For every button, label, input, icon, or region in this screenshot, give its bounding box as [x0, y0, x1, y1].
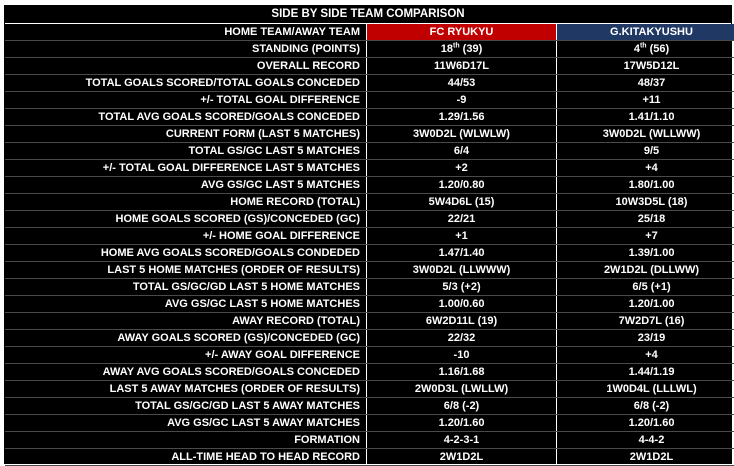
row-label: OVERALL RECORD: [5, 58, 367, 75]
row-label: LAST 5 HOME MATCHES (ORDER OF RESULTS): [5, 262, 367, 279]
row-label: AWAY RECORD (TOTAL): [5, 313, 367, 330]
row-label: HOME AVG GOALS SCORED/GOALS CONDEDED: [5, 245, 367, 262]
away-value: 9/5: [557, 143, 734, 160]
row-label: AWAY GOALS SCORED (GS)/CONCEDED (GC): [5, 330, 367, 347]
table-row: [5, 126, 734, 143]
home-value: +1: [367, 228, 557, 245]
away-value: 2W1D2L: [557, 449, 734, 466]
table-row: [5, 313, 734, 330]
row-label: FORMATION: [5, 432, 367, 449]
away-value: 6/8 (-2): [557, 398, 734, 415]
table-row: [5, 245, 734, 262]
row-label: TOTAL GOALS SCORED/TOTAL GOALS CONCEDED: [5, 75, 367, 92]
away-value: 6/5 (+1): [557, 279, 734, 296]
comparison-table-container: [4, 5, 732, 464]
away-value: 1.20/1.60: [557, 415, 734, 432]
home-value: 2W0D3L (LWLLW): [367, 381, 557, 398]
away-value: 25/18: [557, 211, 734, 228]
table-row: [5, 347, 734, 364]
row-label: +/- TOTAL GOAL DIFFERENCE: [5, 92, 367, 109]
table-row: [5, 194, 734, 211]
home-standing: [367, 41, 557, 58]
away-standing: [557, 41, 734, 58]
table-row: [5, 330, 734, 347]
away-value: +4: [557, 160, 734, 177]
row-label: AWAY AVG GOALS SCORED/GOALS CONCEDED: [5, 364, 367, 381]
row-label: AVG GS/GC LAST 5 MATCHES: [5, 177, 367, 194]
row-label: HOME RECORD (TOTAL): [5, 194, 367, 211]
table-row: [5, 381, 734, 398]
table-row: [5, 364, 734, 381]
row-label: AVG GS/GC LAST 5 HOME MATCHES: [5, 296, 367, 313]
row-label: TOTAL GS/GC/GD LAST 5 HOME MATCHES: [5, 279, 367, 296]
away-standing-points: (56): [647, 43, 670, 55]
row-label: +/- TOTAL GOAL DIFFERENCE LAST 5 MATCHES: [5, 160, 367, 177]
standing-row: [5, 41, 734, 58]
table-row: [5, 160, 734, 177]
home-value: +2: [367, 160, 557, 177]
table-row: [5, 398, 734, 415]
home-team-name: FC RYUKYU: [367, 24, 557, 41]
home-value: 3W0D2L (LLWWW): [367, 262, 557, 279]
away-value: +7: [557, 228, 734, 245]
table-row: [5, 432, 734, 449]
comparison-table: [5, 24, 734, 466]
away-value: 17W5D12L: [557, 58, 734, 75]
away-team-name: G.KITAKYUSHU: [557, 24, 734, 41]
row-label: HOME GOALS SCORED (GS)/CONCEDED (GC): [5, 211, 367, 228]
away-value: 1.39/1.00: [557, 245, 734, 262]
away-value: 1.44/1.19: [557, 364, 734, 381]
header-row: [5, 24, 734, 41]
row-label: TOTAL GS/GC LAST 5 MATCHES: [5, 143, 367, 160]
row-label: STANDING (POINTS): [5, 41, 367, 58]
home-value: 3W0D2L (WLWLW): [367, 126, 557, 143]
row-label: AVG GS/GC LAST 5 AWAY MATCHES: [5, 415, 367, 432]
home-value: 1.00/0.60: [367, 296, 557, 313]
home-value: 1.29/1.56: [367, 109, 557, 126]
home-value: 1.16/1.68: [367, 364, 557, 381]
row-label: +/- HOME GOAL DIFFERENCE: [5, 228, 367, 245]
away-value: 1.20/1.00: [557, 296, 734, 313]
away-value: 7W2D7L (16): [557, 313, 734, 330]
home-value: 6/8 (-2): [367, 398, 557, 415]
away-value: +4: [557, 347, 734, 364]
away-value: +11: [557, 92, 734, 109]
table-row: [5, 449, 734, 466]
away-value: 10W3D5L (18): [557, 194, 734, 211]
table-row: [5, 75, 734, 92]
table-row: [5, 58, 734, 75]
away-standing-suffix: th: [640, 42, 647, 49]
home-value: 1.20/0.80: [367, 177, 557, 194]
away-value: 1.80/1.00: [557, 177, 734, 194]
table-row: [5, 211, 734, 228]
home-value: 22/21: [367, 211, 557, 228]
table-row: [5, 177, 734, 194]
away-value: 1W0D4L (LLLWL): [557, 381, 734, 398]
home-standing-position: 18: [441, 43, 453, 55]
home-value: 1.47/1.40: [367, 245, 557, 262]
table-row: [5, 228, 734, 245]
table-row: [5, 415, 734, 432]
home-value: 6W2D11L (19): [367, 313, 557, 330]
table-row: [5, 92, 734, 109]
home-standing-points: (39): [460, 43, 483, 55]
home-value: 5/3 (+2): [367, 279, 557, 296]
table-row: [5, 279, 734, 296]
away-value: 48/37: [557, 75, 734, 92]
row-label: TOTAL AVG GOALS SCORED/GOALS CONCEDED: [5, 109, 367, 126]
away-standing-position: 4: [634, 43, 640, 55]
table-title: SIDE BY SIDE TEAM COMPARISON: [5, 6, 731, 24]
away-value: 1.41/1.10: [557, 109, 734, 126]
away-value: 3W0D2L (WLLWW): [557, 126, 734, 143]
row-label: ALL-TIME HEAD TO HEAD RECORD: [5, 449, 367, 466]
home-value: 44/53: [367, 75, 557, 92]
row-label: TOTAL GS/GC/GD LAST 5 AWAY MATCHES: [5, 398, 367, 415]
table-row: [5, 109, 734, 126]
header-label: HOME TEAM/AWAY TEAM: [5, 24, 367, 41]
home-value: 6/4: [367, 143, 557, 160]
table-row: [5, 143, 734, 160]
home-value: 2W1D2L: [367, 449, 557, 466]
row-label: CURRENT FORM (LAST 5 MATCHES): [5, 126, 367, 143]
home-value: 1.20/1.60: [367, 415, 557, 432]
away-value: 2W1D2L (DLLWW): [557, 262, 734, 279]
home-value: 22/32: [367, 330, 557, 347]
row-label: LAST 5 AWAY MATCHES (ORDER OF RESULTS): [5, 381, 367, 398]
home-value: -10: [367, 347, 557, 364]
home-standing-suffix: th: [453, 42, 460, 49]
row-label: +/- AWAY GOAL DIFFERENCE: [5, 347, 367, 364]
table-row: [5, 296, 734, 313]
home-value: 11W6D17L: [367, 58, 557, 75]
away-value: 4-4-2: [557, 432, 734, 449]
home-value: 4-2-3-1: [367, 432, 557, 449]
table-row: [5, 262, 734, 279]
home-value: 5W4D6L (15): [367, 194, 557, 211]
home-value: -9: [367, 92, 557, 109]
away-value: 23/19: [557, 330, 734, 347]
